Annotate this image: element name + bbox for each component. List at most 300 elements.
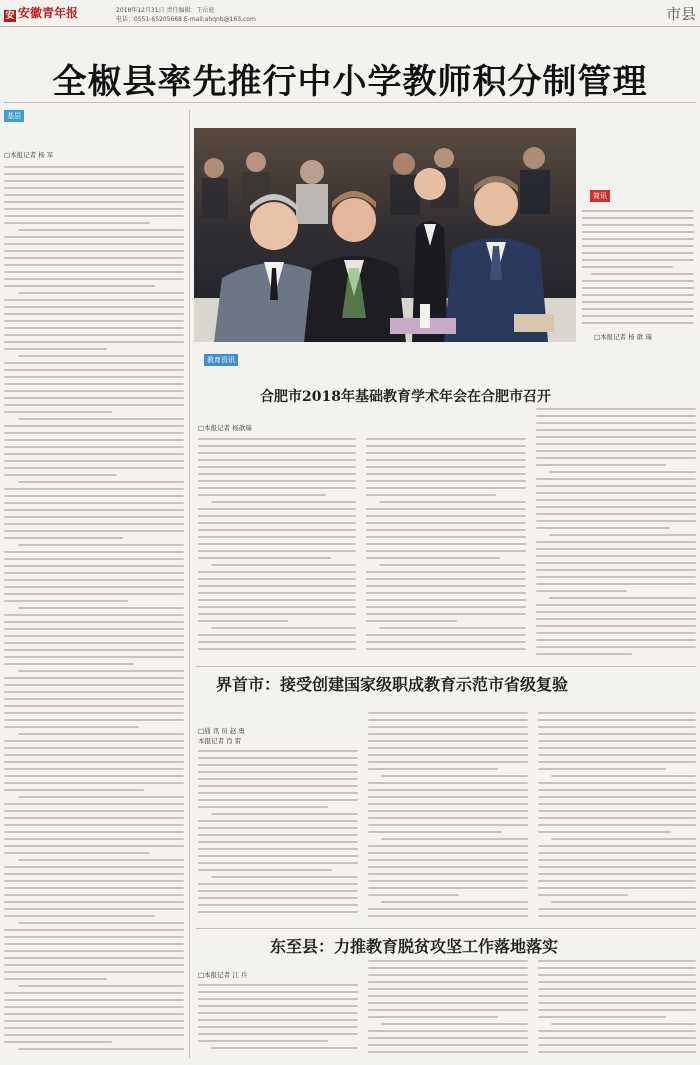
body-text-line: [4, 845, 184, 847]
body-text-line: [536, 611, 696, 613]
body-text-line: [4, 887, 184, 889]
body-text-line: [538, 719, 696, 721]
main-article-body: [4, 166, 184, 1056]
section-tag: 基层: [4, 110, 24, 122]
body-text-line: [4, 201, 184, 203]
article3-title: 界首市：接受创建国家级职成教育示范市省级复验: [216, 675, 569, 694]
body-text-line: [368, 761, 528, 763]
body-text-line: [366, 578, 526, 580]
body-text-line: [198, 606, 356, 608]
body-text-line: [4, 516, 184, 518]
body-text-line: [4, 705, 184, 707]
body-text-line: [4, 215, 184, 217]
body-text-line: [551, 1023, 696, 1025]
body-text-line: [368, 754, 528, 756]
article3-body-col2: [368, 712, 528, 922]
article4-byline: □本报记者 江 兵: [198, 971, 248, 979]
body-text-line: [4, 908, 184, 910]
body-text-line: [368, 733, 528, 735]
body-text-line: [551, 838, 696, 840]
body-text-line: [582, 224, 694, 226]
body-text-line: [538, 960, 696, 962]
body-text-line: [4, 411, 112, 413]
body-text-line: [536, 604, 696, 606]
body-text-line: [4, 278, 184, 280]
body-text-line: [538, 894, 628, 896]
body-text-line: [366, 592, 526, 594]
body-text-line: [366, 452, 526, 454]
body-text-line: [368, 789, 528, 791]
body-text-line: [18, 229, 184, 231]
article3-body-col3: [538, 712, 696, 922]
body-text-line: [4, 243, 184, 245]
body-text-line: [18, 292, 184, 294]
newspaper-logo-icon: 安: [5, 11, 15, 21]
body-text-line: [536, 506, 696, 508]
body-text-line: [368, 824, 528, 826]
body-text-line: [198, 1012, 358, 1014]
body-text-line: [4, 362, 184, 364]
body-text-line: [4, 509, 184, 511]
body-text-line: [18, 418, 184, 420]
article2-title: 合肥市2018年基础教育学术年会在合肥市召开: [260, 389, 551, 405]
body-text-line: [366, 606, 526, 608]
body-text-line: [366, 550, 526, 552]
body-text-line: [211, 1047, 358, 1049]
article3-byline-editor: 本报记者 肖 雷: [198, 737, 242, 745]
body-text-line: [379, 501, 526, 503]
body-text-line: [4, 600, 128, 602]
body-text-line: [198, 648, 356, 650]
body-text-line: [366, 445, 526, 447]
body-text-line: [538, 967, 696, 969]
body-text-line: [538, 1044, 696, 1046]
article4-body-col1: [198, 984, 358, 1060]
body-text-line: [4, 691, 184, 693]
body-text-line: [366, 438, 526, 440]
main-article-byline: □本报记者 杨 军: [4, 151, 54, 159]
body-text-line: [198, 785, 358, 787]
body-text-line: [536, 450, 696, 452]
body-text-line: [536, 478, 696, 480]
body-text-line: [4, 383, 184, 385]
body-text-line: [4, 761, 184, 763]
body-text-line: [211, 564, 356, 566]
article3-body-col1: [198, 750, 358, 922]
body-text-line: [4, 425, 184, 427]
body-text-line: [536, 457, 696, 459]
body-text-line: [538, 768, 666, 770]
body-text-line: [4, 901, 184, 903]
body-text-line: [582, 231, 694, 233]
body-text-line: [582, 252, 694, 254]
body-text-line: [4, 467, 184, 469]
body-text-line: [4, 838, 184, 840]
page-title: 全椒县率先推行中小学教师积分制管理: [52, 62, 648, 102]
body-text-line: [4, 299, 184, 301]
body-text-line: [366, 613, 526, 615]
body-text-line: [4, 894, 184, 896]
body-text-line: [4, 768, 184, 770]
body-text-line: [4, 264, 184, 266]
body-text-line: [538, 1037, 696, 1039]
body-text-line: [538, 1030, 696, 1032]
body-text-line: [538, 1051, 696, 1053]
body-text-line: [4, 614, 184, 616]
body-text-line: [538, 740, 696, 742]
body-text-line: [538, 866, 696, 868]
body-text-line: [198, 515, 356, 517]
body-text-line: [536, 639, 696, 641]
body-text-line: [198, 998, 358, 1000]
body-text-line: [538, 747, 696, 749]
body-text-line: [4, 593, 184, 595]
body-text-line: [198, 764, 358, 766]
body-text-line: [198, 834, 358, 836]
body-text-line: [366, 557, 500, 559]
body-text-line: [368, 768, 498, 770]
body-text-line: [368, 908, 528, 910]
body-text-line: [198, 445, 356, 447]
body-text-line: [4, 719, 184, 721]
body-text-line: [536, 527, 670, 529]
body-text-line: [4, 929, 184, 931]
body-text-line: [538, 1016, 666, 1018]
body-text-line: [366, 480, 526, 482]
body-text-line: [368, 873, 528, 875]
body-text-line: [198, 473, 356, 475]
divider: [196, 666, 696, 667]
body-text-line: [549, 471, 696, 473]
body-text-line: [4, 1013, 184, 1015]
body-text-line: [538, 915, 696, 917]
body-text-line: [366, 641, 526, 643]
body-text-line: [4, 992, 184, 994]
body-text-line: [4, 166, 184, 168]
body-text-line: [582, 280, 694, 282]
body-text-line: [368, 988, 528, 990]
body-text-line: [4, 936, 184, 938]
education-news-tag: 教育资讯: [204, 354, 238, 366]
body-text-line: [4, 397, 184, 399]
body-text-line: [538, 754, 696, 756]
body-text-line: [4, 537, 123, 539]
body-text-line: [198, 757, 358, 759]
body-text-line: [198, 550, 356, 552]
body-text-line: [536, 464, 666, 466]
body-text-line: [198, 820, 358, 822]
body-text-line: [536, 513, 696, 515]
body-text-line: [368, 859, 528, 861]
body-text-line: [582, 238, 694, 240]
body-text-line: [368, 887, 528, 889]
body-text-line: [368, 1002, 528, 1004]
body-text-line: [538, 726, 696, 728]
body-text-line: [368, 981, 528, 983]
body-text-line: [4, 775, 184, 777]
body-text-line: [4, 194, 184, 196]
body-text-line: [538, 845, 696, 847]
article2-byline: □本报记者 杨歆瑞: [198, 424, 252, 432]
body-text-line: [536, 618, 696, 620]
body-text-line: [198, 599, 356, 601]
body-text-line: [4, 866, 184, 868]
body-text-line: [4, 950, 184, 952]
body-text-line: [198, 578, 356, 580]
masthead-title: 安徽青年报: [18, 6, 79, 20]
body-text-line: [381, 775, 528, 777]
body-text-line: [368, 960, 528, 962]
body-text-line: [4, 621, 184, 623]
body-text-line: [4, 852, 150, 854]
body-text-line: [198, 862, 358, 864]
body-text-line: [198, 904, 358, 906]
body-text-line: [198, 911, 358, 913]
body-text-line: [582, 315, 694, 317]
body-text-line: [538, 880, 696, 882]
body-text-line: [4, 460, 184, 462]
body-text-line: [368, 866, 528, 868]
body-text-line: [18, 796, 184, 798]
body-text-line: [198, 480, 356, 482]
body-text-line: [366, 543, 526, 545]
body-text-line: [366, 634, 526, 636]
body-text-line: [4, 376, 184, 378]
section-label: 市县: [665, 5, 696, 23]
body-text-line: [4, 334, 184, 336]
body-text-line: [4, 642, 184, 644]
body-text-line: [18, 607, 184, 609]
body-text-line: [368, 880, 528, 882]
body-text-line: [4, 530, 184, 532]
body-text-line: [4, 1034, 184, 1036]
body-text-line: [536, 520, 696, 522]
body-text-line: [198, 869, 332, 871]
body-text-line: [381, 838, 528, 840]
body-text-line: [4, 579, 184, 581]
body-text-line: [366, 585, 526, 587]
body-text-line: [538, 817, 696, 819]
body-text-line: [582, 308, 694, 310]
body-text-line: [536, 625, 696, 627]
body-text-line: [18, 544, 184, 546]
caption-byline: □本报记者 杨 歆 瑞: [594, 333, 652, 341]
body-text-line: [18, 985, 184, 987]
body-text-line: [536, 569, 696, 571]
body-text-line: [18, 670, 184, 672]
body-text-line: [366, 571, 526, 573]
body-text-line: [536, 653, 632, 655]
article2-body-col1: [198, 438, 356, 660]
body-text-line: [368, 1037, 528, 1039]
body-text-line: [368, 719, 528, 721]
body-text-line: [538, 988, 696, 990]
body-text-line: [4, 957, 184, 959]
body-text-line: [381, 1023, 528, 1025]
body-text-line: [368, 845, 528, 847]
body-text-line: [4, 173, 184, 175]
body-text-line: [4, 187, 184, 189]
body-text-line: [4, 971, 184, 973]
body-text-line: [4, 446, 184, 448]
body-text-line: [368, 974, 528, 976]
body-text-line: [198, 438, 356, 440]
body-text-line: [582, 266, 673, 268]
body-text-line: [551, 775, 696, 777]
body-text-line: [198, 634, 356, 636]
body-text-line: [368, 803, 528, 805]
body-text-line: [4, 306, 184, 308]
body-text-line: [198, 771, 358, 773]
body-text-line: [18, 922, 184, 924]
masthead: [4, 4, 78, 22]
body-text-line: [198, 841, 358, 843]
body-text-line: [4, 208, 184, 210]
body-text-line: [582, 287, 694, 289]
body-text-line: [538, 789, 696, 791]
body-text-line: [538, 803, 696, 805]
body-text-line: [368, 712, 528, 714]
body-text-line: [4, 964, 184, 966]
body-text-line: [198, 778, 358, 780]
body-text-line: [4, 488, 184, 490]
body-text-line: [582, 210, 694, 212]
body-text-line: [4, 474, 117, 476]
body-text-line: [582, 301, 694, 303]
conference-photo: [194, 128, 576, 342]
body-text-line: [582, 322, 694, 324]
body-text-line: [4, 824, 184, 826]
body-text-line: [4, 369, 184, 371]
body-text-line: [368, 747, 528, 749]
body-text-line: [4, 810, 184, 812]
page-header: [0, 0, 700, 27]
body-text-line: [4, 572, 184, 574]
body-text-line: [536, 408, 696, 410]
body-text-line: [536, 548, 696, 550]
body-text-line: [368, 1009, 528, 1011]
article2-body-col2: [366, 438, 526, 660]
body-text-line: [368, 796, 528, 798]
body-text-line: [379, 564, 526, 566]
body-text-line: [4, 754, 184, 756]
body-text-line: [366, 466, 526, 468]
body-text-line: [198, 522, 356, 524]
body-text-line: [4, 628, 184, 630]
body-text-line: [366, 648, 526, 650]
body-text-line: [4, 341, 184, 343]
body-text-line: [538, 761, 696, 763]
body-text-line: [366, 473, 526, 475]
body-text-line: [4, 873, 184, 875]
body-text-line: [198, 1040, 328, 1042]
body-text-line: [4, 453, 184, 455]
body-text-line: [4, 404, 184, 406]
body-text-line: [549, 534, 696, 536]
body-text-line: [4, 1041, 112, 1043]
body-text-line: [538, 712, 696, 714]
body-text-line: [4, 439, 184, 441]
body-text-line: [538, 810, 696, 812]
body-text-line: [18, 859, 184, 861]
body-text-line: [368, 1016, 498, 1018]
body-text-line: [536, 590, 627, 592]
body-text-line: [368, 1030, 528, 1032]
body-text-line: [4, 285, 155, 287]
body-text-line: [4, 320, 184, 322]
photo-caption-text: [582, 210, 694, 330]
body-text-line: [379, 627, 526, 629]
body-text-line: [368, 1051, 528, 1053]
body-text-line: [4, 551, 184, 553]
body-text-line: [366, 487, 526, 489]
body-text-line: [4, 649, 184, 651]
body-text-line: [582, 259, 694, 261]
body-text-line: [198, 883, 358, 885]
body-text-line: [536, 583, 696, 585]
body-text-line: [211, 813, 358, 815]
body-text-line: [4, 502, 184, 504]
body-text-line: [536, 485, 696, 487]
body-text-line: [4, 348, 107, 350]
body-text-line: [538, 873, 696, 875]
body-text-line: [582, 245, 694, 247]
article3-byline-reporter: □通 讯 员 赵 勇: [198, 727, 245, 735]
body-text-line: [538, 852, 696, 854]
body-text-line: [4, 523, 184, 525]
body-text-line: [198, 827, 358, 829]
body-text-line: [536, 492, 696, 494]
body-text-line: [538, 1002, 696, 1004]
body-text-line: [536, 436, 696, 438]
body-text-line: [366, 620, 457, 622]
issue-date-editor: 2018年12月31日 责任编辑：王岳庭: [116, 7, 215, 14]
body-text-line: [18, 355, 184, 357]
body-text-line: [4, 978, 107, 980]
body-text-line: [4, 1020, 184, 1022]
body-text-line: [4, 999, 184, 1001]
body-text-line: [198, 855, 358, 857]
body-text-line: [538, 981, 696, 983]
body-text-line: [4, 558, 184, 560]
body-text-line: [211, 627, 356, 629]
body-text-line: [368, 782, 528, 784]
article4-body-col2: [368, 960, 528, 1060]
body-text-line: [4, 943, 184, 945]
body-text-line: [4, 782, 184, 784]
body-text-line: [381, 901, 528, 903]
conference-photo-image: [194, 128, 576, 342]
body-text-line: [366, 522, 526, 524]
body-text-line: [4, 257, 184, 259]
article4-body-col3: [538, 960, 696, 1060]
body-text-line: [4, 565, 184, 567]
body-text-line: [368, 740, 528, 742]
body-text-line: [536, 562, 696, 564]
body-text-line: [198, 452, 356, 454]
body-text-line: [366, 508, 526, 510]
body-text-line: [4, 747, 184, 749]
body-text-line: [198, 848, 358, 850]
body-text-line: [198, 585, 356, 587]
body-text-line: [368, 810, 528, 812]
divider: [4, 102, 696, 103]
body-text-line: [18, 733, 184, 735]
body-text-line: [4, 663, 134, 665]
body-text-line: [4, 803, 184, 805]
body-text-line: [198, 890, 358, 892]
body-text-line: [538, 796, 696, 798]
